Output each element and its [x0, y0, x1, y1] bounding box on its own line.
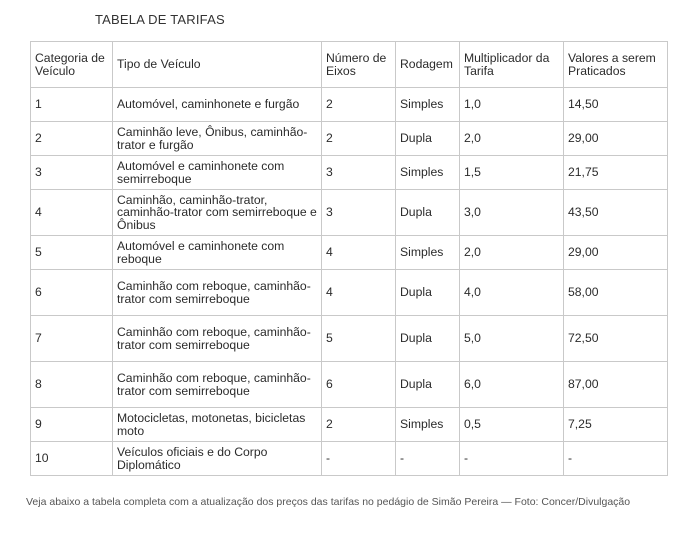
cell-tipo: Automóvel e caminhonete com semirreboque [113, 156, 322, 190]
cell-multiplicador: - [460, 442, 564, 476]
cell-categoria: 4 [31, 190, 113, 236]
table-row [31, 408, 668, 442]
cell-multiplicador: 1,0 [460, 88, 564, 122]
cell-tipo: Automóvel e caminhonete com reboque [113, 236, 322, 270]
cell-eixos: 4 [322, 270, 396, 316]
cell-rodagem: Simples [396, 236, 460, 270]
cell-valor: 14,50 [564, 88, 668, 122]
cell-valor: 29,00 [564, 122, 668, 156]
cell-valor: 43,50 [564, 190, 668, 236]
cell-valor: 58,00 [564, 270, 668, 316]
cell-rodagem: Dupla [396, 270, 460, 316]
header-categoria: Categoria de Veículo [31, 42, 113, 88]
cell-valor: 7,25 [564, 408, 668, 442]
table-row [31, 122, 668, 156]
cell-rodagem: Dupla [396, 316, 460, 362]
cell-valor: 29,00 [564, 236, 668, 270]
cell-tipo: Caminhão com reboque, caminhão-trator com semirreboque [113, 316, 322, 362]
cell-eixos: 5 [322, 316, 396, 362]
cell-categoria: 5 [31, 236, 113, 270]
table-row [31, 88, 668, 122]
table-row [31, 442, 668, 476]
table-row [31, 190, 668, 236]
cell-eixos: 6 [322, 362, 396, 408]
cell-categoria: 1 [31, 88, 113, 122]
cell-tipo: Motocicletas, motonetas, bicicletas moto [113, 408, 322, 442]
table-header-row [31, 42, 668, 88]
cell-categoria: 9 [31, 408, 113, 442]
cell-eixos: 4 [322, 236, 396, 270]
tariff-table [30, 41, 668, 476]
header-eixos: Número de Eixos [322, 42, 396, 88]
cell-tipo: Automóvel, caminhonete e furgão [113, 88, 322, 122]
cell-eixos: 3 [322, 156, 396, 190]
cell-valor: 21,75 [564, 156, 668, 190]
table-row [31, 316, 668, 362]
cell-rodagem: Simples [396, 88, 460, 122]
cell-categoria: 6 [31, 270, 113, 316]
cell-multiplicador: 1,5 [460, 156, 564, 190]
cell-multiplicador: 3,0 [460, 190, 564, 236]
photo-caption: Veja abaixo a tabela completa com a atualização dos preços das tarifas no pedágio de Simão Pereira — Foto: Concer/Divulgação [26, 496, 631, 508]
header-rodagem: Rodagem [396, 42, 460, 88]
cell-categoria: 8 [31, 362, 113, 408]
cell-categoria: 10 [31, 442, 113, 476]
cell-multiplicador: 4,0 [460, 270, 564, 316]
cell-categoria: 3 [31, 156, 113, 190]
table-row [31, 270, 668, 316]
cell-categoria: 2 [31, 122, 113, 156]
cell-eixos: 3 [322, 190, 396, 236]
cell-rodagem: Simples [396, 408, 460, 442]
cell-tipo: Caminhão leve, Ônibus, caminhão-trator e furgão [113, 122, 322, 156]
cell-rodagem: - [396, 442, 460, 476]
table-row [31, 156, 668, 190]
cell-multiplicador: 2,0 [460, 236, 564, 270]
cell-rodagem: Simples [396, 156, 460, 190]
cell-eixos: - [322, 442, 396, 476]
header-valor: Valores a serem Praticados [564, 42, 668, 88]
cell-eixos: 2 [322, 408, 396, 442]
cell-multiplicador: 6,0 [460, 362, 564, 408]
cell-multiplicador: 5,0 [460, 316, 564, 362]
cell-multiplicador: 0,5 [460, 408, 564, 442]
header-multiplicador: Multiplicador da Tarifa [460, 42, 564, 88]
cell-tipo: Veículos oficiais e do Corpo Diplomático [113, 442, 322, 476]
cell-eixos: 2 [322, 122, 396, 156]
cell-valor: - [564, 442, 668, 476]
cell-tipo: Caminhão com reboque, caminhão-trator com semirreboque [113, 270, 322, 316]
cell-tipo: Caminhão com reboque, caminhão-trator com semirreboque [113, 362, 322, 408]
cell-valor: 87,00 [564, 362, 668, 408]
cell-multiplicador: 2,0 [460, 122, 564, 156]
cell-rodagem: Dupla [396, 122, 460, 156]
cell-eixos: 2 [322, 88, 396, 122]
table-row [31, 362, 668, 408]
header-tipo: Tipo de Veículo [113, 42, 322, 88]
cell-categoria: 7 [31, 316, 113, 362]
cell-tipo: Caminhão, caminhão-trator, caminhão-trator com semirreboque e Ônibus [113, 190, 322, 236]
cell-rodagem: Dupla [396, 190, 460, 236]
table-row [31, 236, 668, 270]
table-title: TABELA DE TARIFAS [95, 12, 225, 27]
cell-valor: 72,50 [564, 316, 668, 362]
cell-rodagem: Dupla [396, 362, 460, 408]
